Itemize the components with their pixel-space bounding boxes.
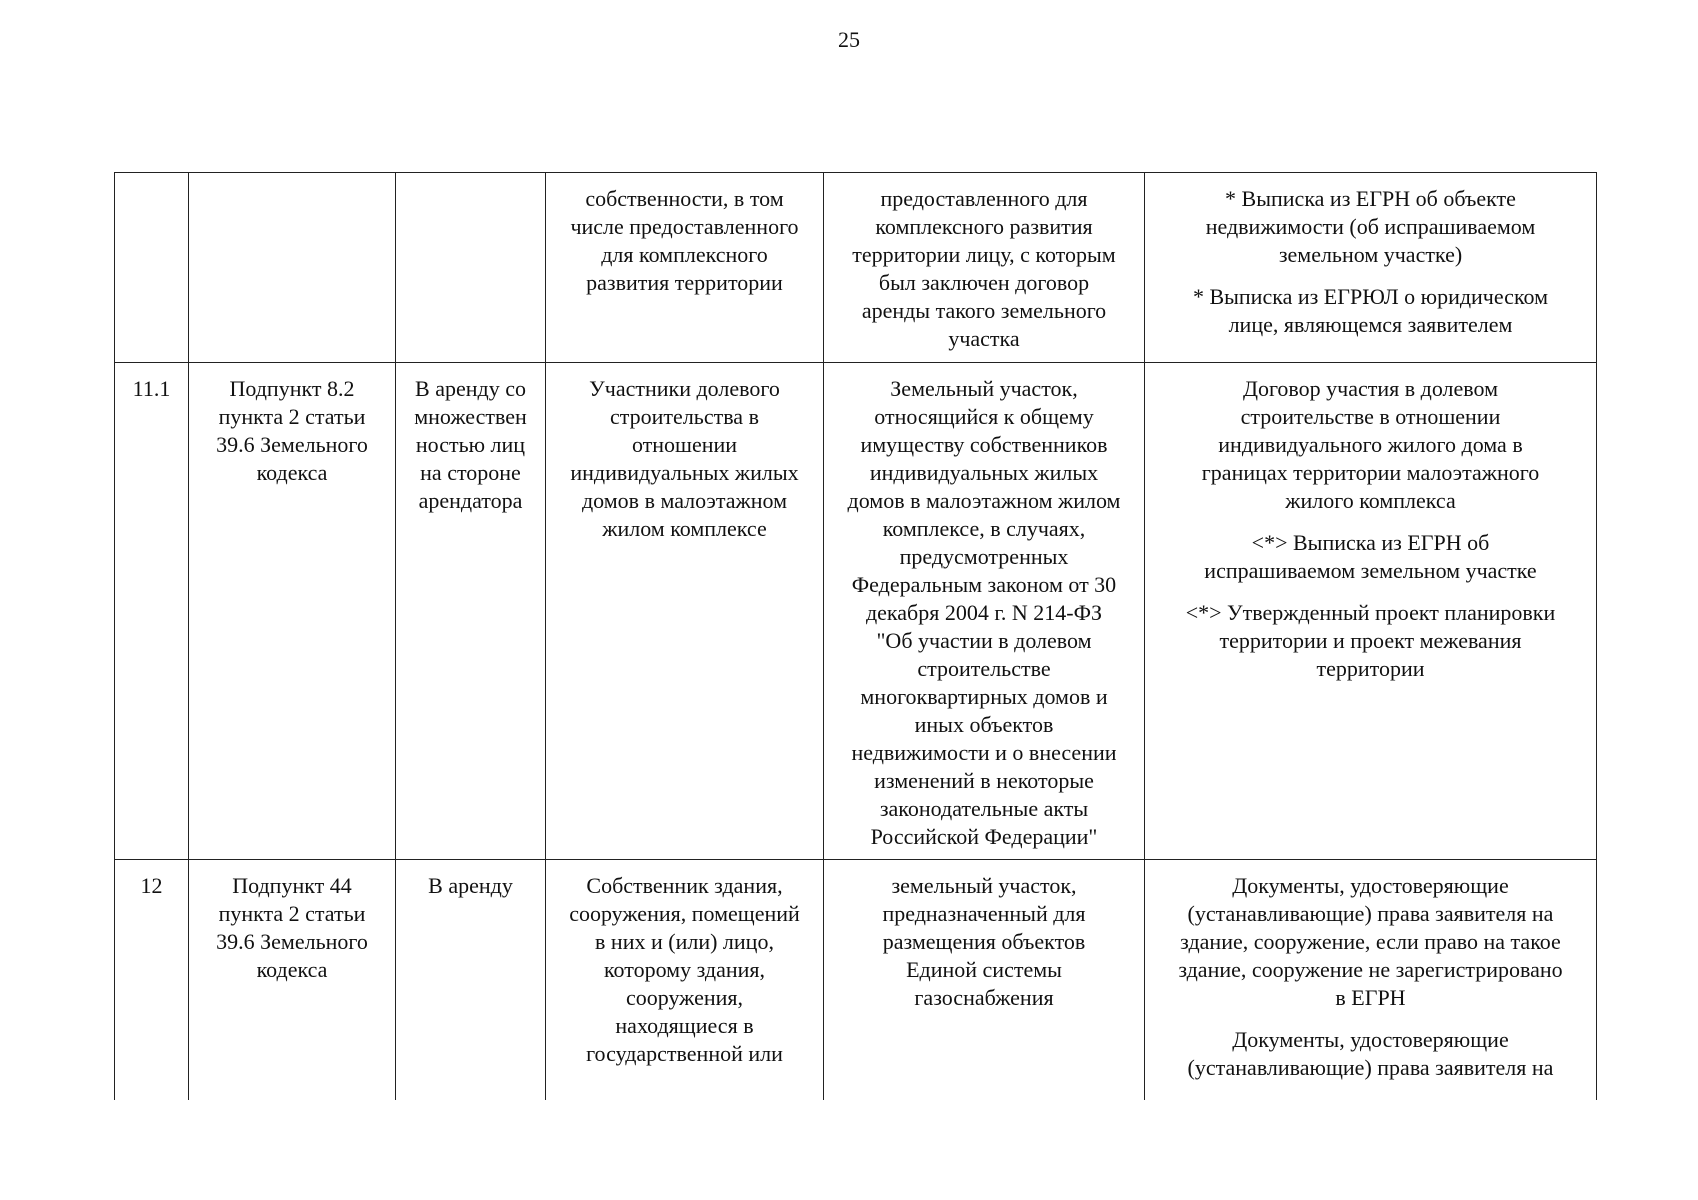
document-line: Документы, удостоверяющие (1232, 873, 1509, 898)
applicant-line: строительства в (610, 404, 759, 429)
document-line: территории и проект межевания (1219, 628, 1522, 653)
applicant-line: отношении (631, 432, 738, 457)
land-plot-line: недвижимости и о внесении (851, 740, 1117, 765)
document-line: испрашиваемом земельном участке (1204, 558, 1537, 583)
requirements-table (114, 172, 1597, 1100)
legal-basis-cell (189, 363, 396, 860)
land-plot-cell (824, 173, 1145, 363)
row-number-cell (115, 363, 189, 860)
provision-type-line: В аренду (428, 873, 513, 898)
legal-basis-line: пункта 2 статьи (218, 404, 366, 429)
legal-basis-line: пункта 2 статьи (218, 901, 366, 926)
document-item (1150, 872, 1591, 1012)
applicant-line: домов в малоэтажном (581, 488, 787, 513)
applicant-line: развития территории (586, 270, 783, 295)
document-line: * Выписка из ЕГРН об объекте (1225, 186, 1516, 211)
land-plot-line: иных объектов (914, 712, 1054, 737)
land-plot-line: предоставленного для (880, 186, 1088, 211)
provision-type-line: арендатора (418, 488, 523, 513)
table-row (115, 173, 1597, 363)
land-plot-line: Земельный участок, (890, 376, 1078, 401)
table-row (115, 860, 1597, 1100)
land-plot-line: Федеральным законом от 30 (851, 572, 1117, 597)
legal-basis-line: кодекса (256, 957, 328, 982)
document-line: <*> Утвержденный проект планировки (1185, 600, 1556, 625)
land-plot-line: изменений в некоторые (874, 768, 1094, 793)
applicant-line: Собственник здания, (586, 873, 783, 898)
legal-basis-line: кодекса (256, 460, 328, 485)
row-number: 11.1 (132, 376, 171, 401)
land-plot-cell (824, 363, 1145, 860)
provision-type-line: ностью лиц (415, 432, 526, 457)
applicant-cell (546, 173, 824, 363)
documents-cell (1145, 860, 1597, 1100)
table-row (115, 363, 1597, 860)
document-line: недвижимости (об испрашиваемом (1205, 214, 1536, 239)
land-plot-line: территории лицу, с которым (852, 242, 1116, 267)
applicant-line: сооружения, помещений (569, 901, 800, 926)
land-plot-line: имуществу собственников (860, 432, 1108, 457)
row-number-cell (115, 173, 189, 363)
documents-cell (1145, 363, 1597, 860)
applicant-line: числе предоставленного (570, 214, 799, 239)
land-plot-line: участка (948, 326, 1020, 351)
document-line: земельном участке) (1278, 242, 1463, 267)
document-line: здание, сооружение, если право на такое (1180, 929, 1561, 954)
document-line: индивидуального жилого дома в (1218, 432, 1523, 457)
applicant-line: Участники долевого (589, 376, 780, 401)
document-line: границах территории малоэтажного (1201, 460, 1540, 485)
applicant-cell (546, 363, 824, 860)
legal-basis-line: 39.6 Земельного (216, 432, 368, 457)
applicant-line: государственной или (586, 1041, 783, 1066)
document-line: Документы, удостоверяющие (1232, 1027, 1509, 1052)
land-plot-line: "Об участии в долевом (876, 628, 1092, 653)
land-plot-line: декабря 2004 г. N 214-ФЗ (865, 600, 1103, 625)
document-line: территории (1316, 656, 1425, 681)
applicant-line: находящиеся в (615, 1013, 754, 1038)
document-item (1150, 1026, 1591, 1082)
land-plot-line: газоснабжения (914, 985, 1054, 1010)
applicant-line: жилом комплексе (602, 516, 767, 541)
provision-type-cell (396, 173, 546, 363)
document-line: лице, являющемся заявителем (1228, 312, 1513, 337)
document-line: <*> Выписка из ЕГРН об (1251, 530, 1490, 555)
land-plot-line: домов в малоэтажном жилом (847, 488, 1121, 513)
page-number: 25 (838, 27, 860, 52)
provision-type-line: В аренду со (415, 376, 526, 401)
land-plot-line: предусмотренных (899, 544, 1069, 569)
document-item (1150, 529, 1591, 585)
provision-type-line: на стороне (420, 460, 521, 485)
documents-cell (1145, 173, 1597, 363)
document-line: в ЕГРН (1335, 985, 1406, 1010)
land-plot-line: строительстве (917, 656, 1051, 681)
document-item (1150, 185, 1591, 269)
land-plot-line: индивидуальных жилых (869, 460, 1099, 485)
land-plot-line: земельный участок, (891, 873, 1077, 898)
document-item (1150, 599, 1591, 683)
legal-basis-line: Подпункт 8.2 (229, 376, 355, 401)
applicant-cell (546, 860, 824, 1100)
land-plot-line: размещения объектов (882, 929, 1086, 954)
applicant-line: индивидуальных жилых (570, 460, 799, 485)
document-line: жилого комплекса (1285, 488, 1456, 513)
document-line: * Выписка из ЕГРЮЛ о юридическом (1192, 284, 1549, 309)
land-plot-cell (824, 860, 1145, 1100)
applicant-line: собственности, в том (585, 186, 784, 211)
land-plot-line: многоквартирных домов и (860, 684, 1108, 709)
land-plot-line: был заключен договор (878, 270, 1090, 295)
land-plot-line: Российской Федерации" (870, 824, 1098, 849)
document-line: строительстве в отношении (1240, 404, 1501, 429)
legal-basis-line: Подпункт 44 (232, 873, 352, 898)
provision-type-line: множествен (414, 404, 527, 429)
provision-type-cell (396, 363, 546, 860)
applicant-line: которому здания, (603, 957, 766, 982)
document-line: здание, сооружение не зарегистрировано (1178, 957, 1563, 982)
applicant-line: сооружения, (625, 985, 744, 1010)
document-line: Договор участия в долевом (1242, 376, 1499, 401)
legal-basis-line: 39.6 Земельного (216, 929, 368, 954)
applicant-line: для комплексного (601, 242, 768, 267)
land-plot-line: аренды такого земельного (861, 298, 1107, 323)
row-number: 12 (140, 873, 163, 898)
document-line: (устанавливающие) права заявителя на (1187, 1055, 1554, 1080)
applicant-line: в них и (или) лицо, (595, 929, 774, 954)
row-number-cell (115, 860, 189, 1100)
land-plot-line: предназначенный для (882, 901, 1086, 926)
land-plot-line: комплексе, в случаях, (882, 516, 1086, 541)
provision-type-cell (396, 860, 546, 1100)
land-plot-line: законодательные акты (879, 796, 1089, 821)
legal-basis-cell (189, 860, 396, 1100)
document-item (1150, 375, 1591, 515)
legal-basis-cell (189, 173, 396, 363)
land-plot-line: комплексного развития (875, 214, 1093, 239)
document-item (1150, 283, 1591, 339)
land-plot-line: Единой системы (906, 957, 1062, 982)
document-line: (устанавливающие) права заявителя на (1187, 901, 1554, 926)
land-plot-line: относящийся к общему (874, 404, 1094, 429)
